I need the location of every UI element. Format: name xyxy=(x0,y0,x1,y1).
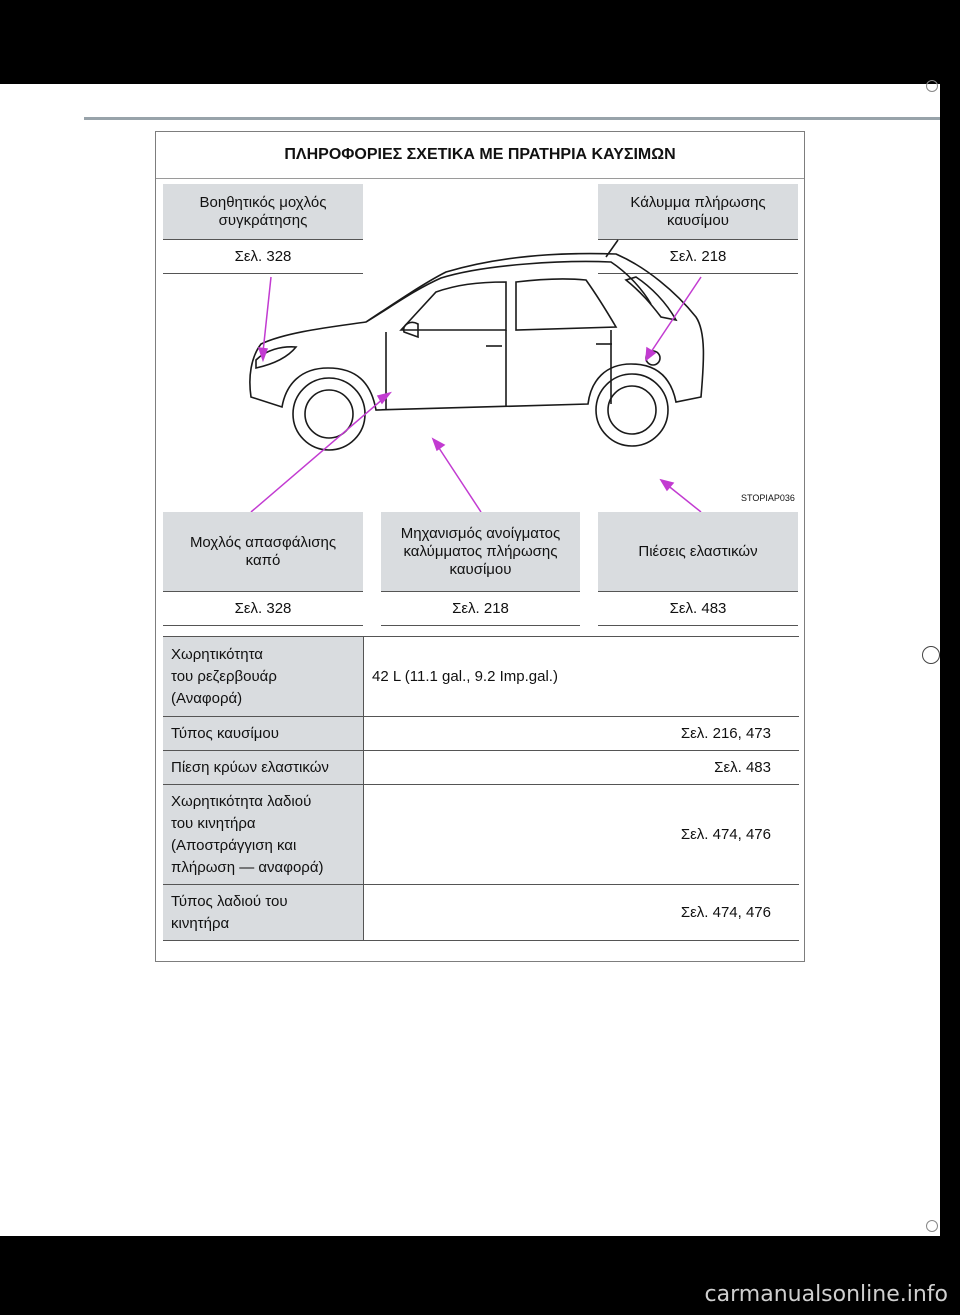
rear-quarter-window xyxy=(626,277,676,320)
callout-label: Μηχανισμός ανοίγματος καλύμματος πλήρωσης καυσίμου xyxy=(381,512,580,592)
callout-fuel-door-opener xyxy=(381,512,580,626)
table-row-label: Χωρητικότητα του ρεζερβουάρ (Αναφορά) xyxy=(163,637,364,717)
rear-window xyxy=(516,279,616,330)
watermark: carmanualsonline.info xyxy=(704,1282,948,1307)
pointer-fuel-opener xyxy=(437,445,481,512)
pointer-tire xyxy=(666,484,701,512)
pointer-lines xyxy=(251,277,701,512)
rear-rim xyxy=(608,386,656,434)
callout-page-ref[interactable]: Σελ. 328 xyxy=(163,592,363,626)
crop-mark xyxy=(926,1220,938,1232)
callout-hood-lock-release xyxy=(163,512,363,626)
pointer-head xyxy=(259,348,267,360)
front-tire xyxy=(293,378,365,450)
table-row xyxy=(163,717,799,751)
table-row-value[interactable]: Σελ. 474, 476 xyxy=(364,785,800,885)
pointer-head xyxy=(433,439,444,450)
manual-page xyxy=(0,84,940,1236)
car-illustration xyxy=(156,132,806,512)
callout-tire-pressure xyxy=(598,512,798,626)
table-row-value[interactable]: Σελ. 483 xyxy=(364,751,800,785)
table-row-value: 42 L (11.1 gal., 9.2 Imp.gal.) xyxy=(364,637,800,717)
table-row-label: Χωρητικότητα λαδιού του κινητήρα (Αποστράγγιση και πλήρωση — αναφορά) xyxy=(163,785,364,885)
fuel-info-frame xyxy=(155,131,805,962)
table-row xyxy=(163,637,799,717)
crop-mark xyxy=(922,646,940,664)
crop-mark xyxy=(926,80,938,92)
callout-label: Βοηθητικός μοχλός συγκράτησης xyxy=(163,184,363,240)
callout-label: Κάλυμμα πλήρωσης καυσίμου xyxy=(598,184,798,240)
table-row-value[interactable]: Σελ. 474, 476 xyxy=(364,885,800,941)
callout-page-ref[interactable]: Σελ. 218 xyxy=(381,592,580,626)
table-row xyxy=(163,751,799,785)
table-row-label: Πίεση κρύων ελαστικών xyxy=(163,751,364,785)
pointer-head xyxy=(646,348,655,360)
callout-label: Πιέσεις ελαστικών xyxy=(598,512,798,592)
fuel-info-table xyxy=(163,636,799,941)
pointer-hood-lock xyxy=(251,398,384,512)
header-rule xyxy=(84,117,940,120)
car-outline xyxy=(250,240,704,450)
rear-tire xyxy=(596,374,668,446)
table-row xyxy=(163,785,799,885)
page-title: ΠΛΗΡΟΦΟΡΙΕΣ ΣΧΕΤΙΚΑ ΜΕ ΠΡΑΤΗΡΙΑ ΚΑΥΣΙΜΩΝ xyxy=(156,132,804,179)
table-row xyxy=(163,885,799,941)
callout-label: Μοχλός απασφάλισης καπό xyxy=(163,512,363,592)
callout-page-ref[interactable]: Σελ. 483 xyxy=(598,592,798,626)
table-row-value[interactable]: Σελ. 216, 473 xyxy=(364,717,800,751)
callout-page-ref[interactable]: Σελ. 328 xyxy=(163,240,363,274)
table-row-label: Τύπος καυσίμου xyxy=(163,717,364,751)
table-row-label: Τύπος λαδιού του κινητήρα xyxy=(163,885,364,941)
figure-code: STOPIAP036 xyxy=(741,493,795,503)
callout-page-ref[interactable]: Σελ. 218 xyxy=(598,240,798,274)
